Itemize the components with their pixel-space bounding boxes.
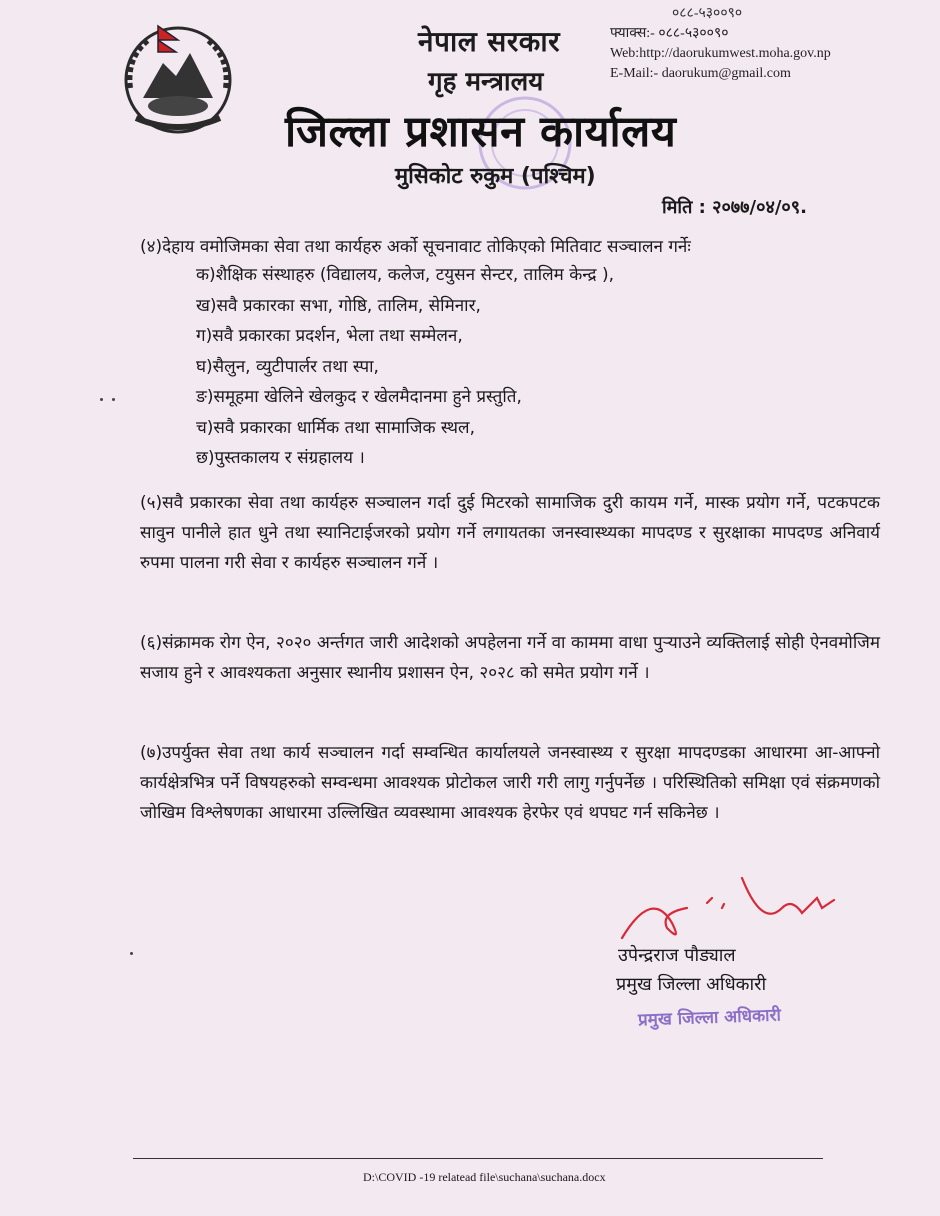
office-name: जिल्ला प्रशासन कार्यालय (285, 107, 677, 157)
item-5-paragraph: (५)सवै प्रकारका सेवा तथा कार्यहरु सञ्चालन गर्दा दुई मिटरको सामाजिक दुरी कायम गर्ने, मास्क प्रयोग गर्ने, पटकपटक सावुन पानीले हात धुने तथा स्यानिटाईजरको प्रयोग गर्ने लगायतका जनस्वास्थ्यका मापदण्ड र सुरक्षाका मापदण्ड अनिवार्य रुपमा पालना गरी सेवा र कार्यहरु सञ्चालन गर्ने । (140, 493, 880, 573)
footer-divider (133, 1158, 823, 1159)
list-item: छ)पुस्तकालय र संग्रहालय । (196, 448, 365, 468)
document-date: मिति : २०७७/०४/०९. (662, 197, 807, 218)
list-item: ख)सवै प्रकारका सभा, गोष्ठि, तालिम, सेमिनार, (196, 295, 481, 316)
item-7-paragraph: (७)उपर्युक्त सेवा तथा कार्य सञ्चालन गर्दा सम्वन्धित कार्यालयले जनस्वास्थ्य र सुरक्षा मापदण्डका आधारमा आ-आफ्नो कार्यक्षेत्रभित्र पर्ने विषयहरुको सम्वन्धमा आवश्यक प्रोटोकल जारी गरी लागु गर्नुपर्नेछ । परिस्थितिको समिक्षा एवं संक्रमणको जोखिम विश्लेषणका आधारमा उल्लिखित व्यवस्थामा आवश्यक हेरफेर एवं थपघट गर्न सकिनेछ । (140, 743, 880, 823)
signer-name: उपेन्द्रराज पौड्याल (618, 945, 736, 966)
list-item: क)शैक्षिक संस्थाहरु (विद्यालय, कलेज, टयुसन सेन्टर, तालिम केन्द्र ), (196, 265, 615, 285)
nepal-emblem-icon (108, 18, 248, 138)
list-item: घ)सैलुन, व्युटीपार्लर तथा स्पा, (196, 356, 379, 377)
government-title: नेपाल सरकार (418, 25, 561, 58)
designation-stamp: प्रमुख जिल्ला अधिकारी (637, 1005, 782, 1031)
signer-title: प्रमुख जिल्ला अधिकारी (616, 974, 767, 995)
footer-file-path: D:\COVID -19 relatead file\suchana\suchana.docx (363, 1170, 606, 1184)
email-link[interactable]: E-Mail:- daorukum@gmail.com (610, 66, 791, 81)
stray-mark (100, 398, 103, 401)
contact-block (610, 4, 831, 84)
list-item: ङ)समूहमा खेलिने खेलकुद र खेलमैदानमा हुने प्रस्तुति, (196, 387, 522, 407)
ministry-name: गृह मन्त्रालय (428, 67, 544, 97)
website-link[interactable]: Web:http://daorukumwest.moha.gov.np (610, 46, 831, 61)
item-4-heading: (४)देहाय वमोजिमका सेवा तथा कार्यहरु अर्को सूचनावाट तोकिएको मितिवाट सञ्चालन गर्नेः (140, 237, 691, 257)
office-location: मुसिकोट रुकुम (पश्चिम) (395, 164, 596, 189)
stray-mark (112, 398, 115, 401)
list-item: ग)सवै प्रकारका प्रदर्शन, भेला तथा सम्मेलन, (196, 326, 463, 346)
item-4-sub-list (196, 260, 614, 474)
list-item: च)सवै प्रकारका धार्मिक तथा सामाजिक स्थल, (196, 417, 475, 438)
phone-number: ०८८-५३००९० (672, 6, 743, 21)
item-6-paragraph: (६)संक्रामक रोग ऐन, २०२० अर्न्तगत जारी आदेशको अपहेलना गर्ने वा काममा वाधा पुऱ्याउने व्यक्तिलाई सोही ऐनवमोजिम सजाय हुने र आवश्यकता अनुसार स्थानीय प्रशासन ऐन, २०२८ को समेत प्रयोग गर्ने । (140, 633, 880, 683)
stray-mark (130, 952, 133, 955)
fax-number: फ्याक्स:- ०८८-५३००९० (610, 26, 729, 41)
